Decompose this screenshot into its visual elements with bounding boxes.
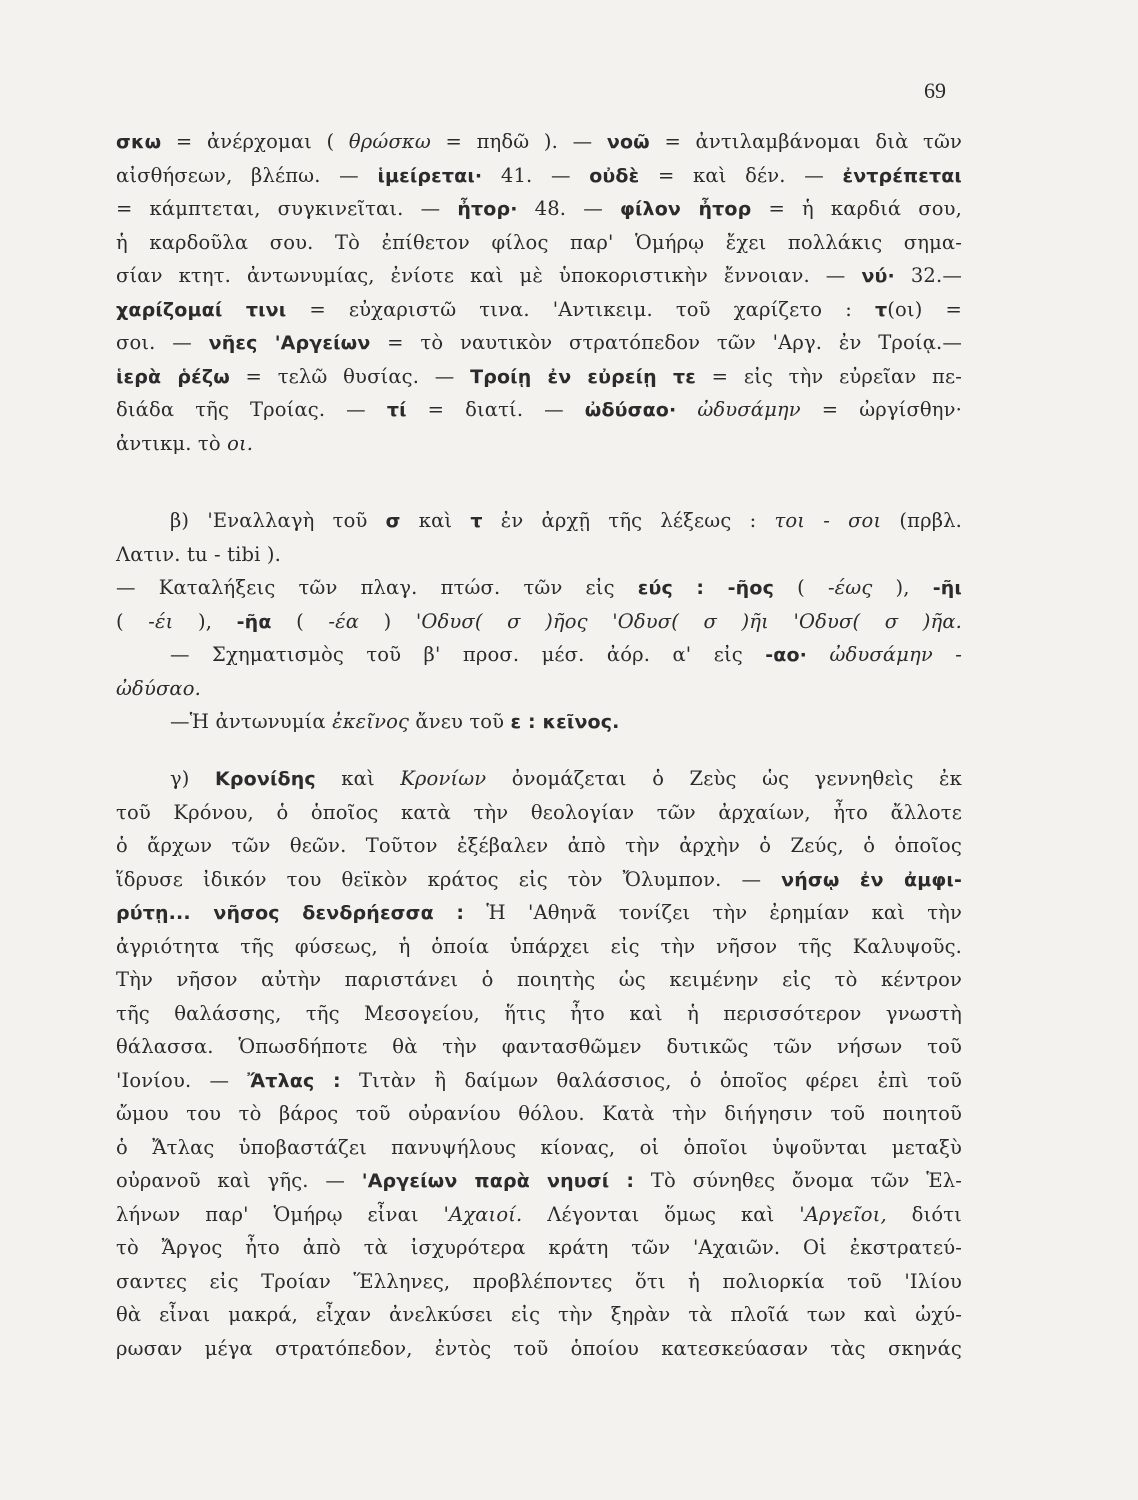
text-run: —Ἡ ἀντωνυμία xyxy=(170,710,333,733)
text-line xyxy=(116,1198,962,1232)
text-run: Τὴν νῆσον αὐτὴν παριστάνει ὁ ποιητὴς ὡς κειμένην εἰς τὸ κέντρον xyxy=(116,968,962,991)
bold-term: οὐδὲ xyxy=(589,164,640,187)
bold-term: νύ· xyxy=(861,265,895,287)
italic-term: -έως xyxy=(827,576,873,599)
text-run: ( xyxy=(773,576,828,599)
bold-term: -αο· xyxy=(765,644,808,666)
text-run: (οι) = xyxy=(887,297,962,321)
italic-term: 'Οδυσ( σ )ῆος 'Οδυσ( σ )ῆι 'Οδυσ( σ )ῆα. xyxy=(415,609,962,633)
text-line xyxy=(116,963,962,997)
text-run: 'Ιονίου. — xyxy=(116,1068,248,1092)
text-run: ὁ ἄρχων τῶν θεῶν. Τοῦτον ἐξέβαλεν ἀπὸ τὴν ἀρχὴν ὁ Ζεύς, ὁ ὁποῖος xyxy=(116,834,962,857)
text-run: ὁ Ἄτλας ὑποβαστάζει πανυψήλους κίονας, οἱ ὁποῖοι ὑψοῦνται μεταξὺ xyxy=(116,1135,962,1159)
text-run: θὰ εἶναι μακρά, εἶχαν ἀνελκύσει εἰς τὴν ξηρὰν τὰ πλοῖά των καὶ ὠχύ- xyxy=(116,1303,962,1326)
text-run: = εὐχαριστῶ τινα. 'Αντικειμ. τοῦ χαρίζετο : xyxy=(286,297,875,321)
bold-term: ἱμείρεται· xyxy=(377,164,483,187)
text-run: ἄνευ τοῦ xyxy=(409,710,511,733)
bold-term: εύς : -ῆος xyxy=(637,577,774,599)
bold-term: νήσῳ ἐν ἀμφι- xyxy=(781,868,962,891)
text-run: 41. — xyxy=(482,163,590,187)
text-line xyxy=(116,1030,962,1064)
text-line xyxy=(116,930,962,964)
italic-term: Κρονίων xyxy=(400,767,487,790)
text-run: Λέγονται ὅμως καὶ xyxy=(522,1202,800,1226)
text-run: Τὸ σύνηθες ὄνομα τῶν Ἑλ- xyxy=(634,1169,962,1192)
text-run: λήνων παρ' Ὁμήρῳ εἶναι xyxy=(116,1202,444,1226)
text-line xyxy=(116,672,962,706)
text-run: ἡ καρδοῦλα σου. Τὸ ἐπίθετον φίλος παρ' Ὁμήρῳ ἔχει πολλάκις σημα- xyxy=(116,230,962,254)
italic-term: ὠδυσάμην xyxy=(697,398,801,421)
text-run: β) 'Εναλλαγὴ τοῦ xyxy=(170,509,386,532)
text-run: ( xyxy=(116,609,149,633)
text-line xyxy=(116,259,962,293)
text-line xyxy=(116,997,962,1031)
text-run: = ἡ καρδιά σου, xyxy=(751,197,962,220)
text-run: = ὠργίσθην· xyxy=(800,398,962,421)
text-run: καὶ xyxy=(315,767,401,790)
text-run: Λατιν. tu - tibi ). xyxy=(116,542,281,566)
italic-term: θρώσκω xyxy=(348,130,431,153)
bold-term: σκω xyxy=(116,131,162,153)
text-run: σοι. — xyxy=(116,331,209,354)
text-run: σαντες εἰς Τροίαν Ἕλληνες, προβλέποντες ὅτι ἡ πολιορκία τοῦ 'Ιλίου xyxy=(116,1269,962,1293)
bold-term: ἦτορ· xyxy=(457,198,518,220)
text-run: ), xyxy=(872,576,933,599)
text-run: τὸ Ἄργος ἦτο ἀπὸ τὰ ἰσχυρότερα κράτη τῶν 'Αχαιῶν. Οἱ ἐκστρατεύ- xyxy=(116,1236,962,1259)
paragraph-gamma-notes xyxy=(116,762,962,1365)
text-line xyxy=(116,1097,962,1131)
text-line xyxy=(116,762,962,796)
text-line xyxy=(116,863,962,897)
bold-term: Κρονίδης xyxy=(215,768,316,790)
text-run: διότι xyxy=(886,1202,962,1226)
italic-term: 'Αχαιοί. xyxy=(443,1202,523,1226)
text-run: καὶ xyxy=(400,509,471,532)
text-line xyxy=(116,504,962,538)
text-line xyxy=(116,538,962,572)
text-line xyxy=(116,638,962,672)
text-line xyxy=(116,1298,962,1332)
text-line xyxy=(116,1164,962,1198)
text-run: γ) xyxy=(170,767,216,790)
text-run: ὀνομάζεται ὁ Ζεὺς ὡς γεννηθεὶς ἐκ xyxy=(486,767,962,790)
paragraph-beta-notes xyxy=(116,504,962,739)
text-run: σίαν κτητ. ἀντωνυμίας, ἐνίοτε καὶ μὲ ὑποκοριστικὴν ἔννοιαν. — xyxy=(116,264,862,287)
text-line xyxy=(116,159,962,193)
bold-term: Τροίῃ ἐν εὐρείῃ τε xyxy=(470,365,696,388)
bold-term: ε : κεῖνος. xyxy=(510,711,620,733)
text-line xyxy=(116,1265,962,1299)
text-run: διάδα τῆς Τροίας. — xyxy=(116,398,387,421)
text-line xyxy=(116,796,962,830)
bold-term: -ῆι xyxy=(932,577,962,599)
italic-term: -έι xyxy=(148,609,174,633)
text-line xyxy=(116,293,962,327)
text-run: ) xyxy=(359,609,416,633)
text-run: τοῦ Κρόνου, ὁ ὁποῖος κατὰ τὴν θεολογίαν τῶν ἀρχαίων, ἦτο ἄλλοτε xyxy=(116,800,962,824)
text-run: = καὶ δέν. — xyxy=(639,163,843,187)
text-run: ), xyxy=(173,609,237,633)
text-run: — Σχηματισμὸς τοῦ β' προσ. μέσ. ἀόρ. α' εἰς xyxy=(170,643,766,666)
text-line xyxy=(116,427,962,461)
text-run: = ἀνέρχομαι ( xyxy=(161,130,349,153)
bold-term: -ῆα xyxy=(236,610,272,633)
text-run xyxy=(807,643,829,666)
text-run: = ἀντιλαμβάνομαι διὰ τῶν xyxy=(649,130,962,153)
bold-term: τί xyxy=(386,399,407,421)
text-run: θάλασσα. Ὁπωσδήποτε θὰ τὴν φαντασθῶμεν δυτικῶς τῶν νήσων τοῦ xyxy=(116,1035,962,1058)
bold-term: ἐντρέπεται xyxy=(842,164,962,187)
italic-term: ὠδυσάμην - xyxy=(829,643,962,666)
text-run: = εἰς τὴν εὐρεῖαν πε- xyxy=(695,364,962,388)
text-run: = πηδῶ ). — xyxy=(430,130,607,153)
bold-term: φίλον ἦτορ xyxy=(619,198,752,220)
text-line xyxy=(116,1231,962,1265)
text-line xyxy=(116,1332,962,1366)
bold-term: τ xyxy=(470,510,483,532)
text-line xyxy=(116,705,962,739)
text-run: ( xyxy=(271,609,329,633)
text-line xyxy=(116,125,962,159)
text-run: ἵδρυσε ἰδικόν του θεϊκὸν κράτος εἰς τὸν Ὄλυμπον. — xyxy=(116,867,782,891)
text-run: 48. — xyxy=(517,197,620,220)
text-line xyxy=(116,1064,962,1098)
text-line xyxy=(116,226,962,260)
text-run: = τὸ ναυτικὸν στρατόπεδον τῶν 'Αργ. ἐν Τροίᾳ.— xyxy=(370,331,963,354)
italic-term: ὠδύσαο. xyxy=(116,676,201,700)
text-line xyxy=(116,393,962,427)
text-run: — Καταλήξεις τῶν πλαγ. πτώσ. τῶν εἰς xyxy=(116,576,638,599)
text-run: τῆς θαλάσσης, τῆς Μεσογείου, ἥτις ἦτο καὶ ἡ περισσότερον γνωστὴ xyxy=(116,1001,962,1025)
bold-term: χαρίζομαί τινι xyxy=(116,298,287,321)
italic-term: ἐκεῖνος xyxy=(332,710,410,733)
text-line xyxy=(116,571,962,605)
text-run: ἀγριότητα τῆς φύσεως, ἡ ὁποία ὑπάρχει εἰς τὴν νῆσον τῆς Καλυψοῦς. xyxy=(116,934,962,958)
text-line xyxy=(116,605,962,639)
text-run: = διατί. — xyxy=(406,398,585,421)
text-run: (πρβλ. xyxy=(881,509,963,532)
text-line xyxy=(116,326,962,360)
text-run: αἰσθήσεων, βλέπω. — xyxy=(116,163,378,187)
text-run: Ἡ 'Αθηνᾶ τονίζει τὴν ἐρημίαν καὶ τὴν xyxy=(464,901,962,924)
text-line xyxy=(116,192,962,226)
text-line xyxy=(116,360,962,394)
text-run xyxy=(676,398,697,421)
text-run: ὤμου του τὸ βάρος τοῦ οὐρανίου θόλου. Κατὰ τὴν διήγησιν τοῦ ποιητοῦ xyxy=(116,1102,962,1125)
text-run: = κάμπτεται, συγκινεῖται. — xyxy=(116,197,458,220)
bold-term: νοῶ xyxy=(606,131,650,153)
bold-term: σ xyxy=(385,510,401,532)
text-run: 32.— xyxy=(894,264,962,287)
bold-term: νῆες 'Αργείων xyxy=(208,332,371,354)
page-number: 69 xyxy=(924,78,946,103)
text-run: οὐρανοῦ καὶ γῆς. — xyxy=(116,1169,362,1192)
bold-term: Ἄτλας : xyxy=(247,1069,341,1092)
bold-term: 'Αργείων παρὰ νηυσί : xyxy=(361,1170,635,1192)
text-run: ἀντικμ. τὸ xyxy=(116,431,228,455)
italic-term: τοι - σοι xyxy=(774,509,882,532)
text-line xyxy=(116,1131,962,1165)
text-run: ἐν ἀρχῇ τῆς λέξεως : xyxy=(482,509,775,532)
bold-term: ἱερὰ ῥέζω xyxy=(116,365,230,388)
text-line xyxy=(116,896,962,930)
italic-term: -έα xyxy=(328,609,360,633)
bold-term: τ xyxy=(874,298,888,321)
text-line xyxy=(116,829,962,863)
bold-term: ὠδύσαο· xyxy=(584,399,677,421)
italic-term: 'Αργεῖοι, xyxy=(799,1202,887,1226)
text-run: Τιτὰν ἢ δαίμων θαλάσσιος, ὁ ὁποῖος φέρει ἐπὶ τοῦ xyxy=(340,1068,962,1092)
paragraph-vocabulary-notes xyxy=(116,125,962,460)
text-run: ρωσαν μέγα στρατόπεδον, ἐντὸς τοῦ ὁποίου κατεσκεύασαν τὰς σκηνάς xyxy=(116,1336,962,1360)
italic-term: οι. xyxy=(227,431,254,455)
text-run: = τελῶ θυσίας. — xyxy=(229,364,471,388)
bold-term: ρύτῃ... νῆσος δενδρήεσσα : xyxy=(116,902,465,924)
